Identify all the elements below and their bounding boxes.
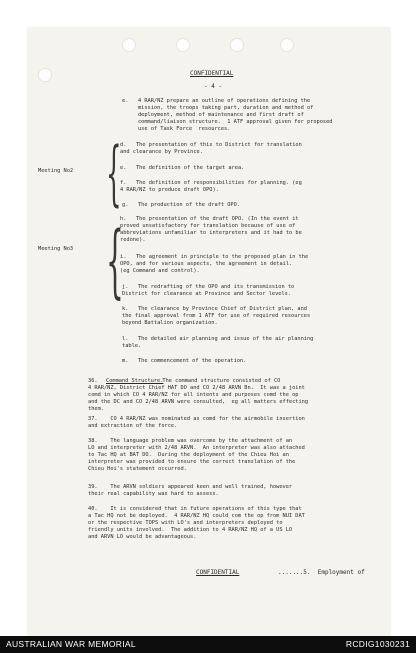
para-40: 40. It is considered that in future operations of this type that a Tac HQ not be deployed. 4 RAR/NZ HQ could com the op from NUI DAT or the respective TOPS with LO's and interpreters deployed to friendly units involved. The addition to 4 RAR/NZ HQ of a US LO and ARVN LO would be advantageous.: [88, 506, 305, 541]
meeting-3-label: Meeting No3: [38, 246, 74, 252]
para-39: 39. The ARVN soldiers appeared keen and well trained, however their real capability was hard to assess.: [88, 484, 293, 498]
archive-name: AUSTRALIAN WAR MEMORIAL: [6, 639, 136, 649]
para-38: 38. The language problem was overcome by the attachment of an LO and interpreter with 2/48 ARVN. An interpreter was also attached to Tac HQ at BAT DO. During the deployment of the Chieu Hoi an interpreter was provided to ensure the correct translation of the Chieu Hoi's statement occurred.: [88, 438, 305, 473]
item-e: e. 4 RAR/NZ prepare an outline of operations defining the mission, the troops taking part, duration and method of deployment, method of maintenance and first draft of command/liaison structure. 1 ATF approval given for proposed use of Task Force resources.: [122, 98, 333, 133]
punch-hole: [122, 38, 136, 52]
meeting-2-label: Meeting No2: [38, 168, 74, 174]
item-i: i. The agreement in principle to the proposed plan in the OPO, and for various aspects, the agreement in detail. (eg Command and control).: [120, 254, 309, 275]
classification-footer: CONFIDENTIAL: [196, 569, 240, 576]
para-37: 37. CO 4 RAR/NZ was nominated as comd for the airmobile insertion and extraction of the force.: [88, 416, 305, 430]
meeting-3-brace: {: [106, 214, 124, 307]
para-36-first-line: The command structure consisted of CO: [156, 378, 281, 384]
item-l: l. The detailed air planning and issue of the air planning table.: [122, 336, 314, 350]
item-e2: e. The definition of the target area.: [120, 165, 245, 171]
item-h: h. The presentation of the draft OPO. (In the event it proved unsatisfactory for translation because of use of abbreviations unfamiliar to interpreters and it had to be redone).: [120, 216, 302, 244]
document-page: [28, 28, 390, 636]
item-k: k. The clearance by Province Chief of District plan, and the final approval from 1 ATF for use of required resources beyond Battalion organization.: [122, 306, 311, 327]
item-f: f. The definition of responsibilities for planning. (eg 4 RAR/NZ to produce draft OPO).: [120, 180, 302, 194]
continuation-note: .......5. Employment of: [278, 569, 365, 576]
record-id: RCDIG1030231: [345, 639, 410, 649]
para-36-number: 36.: [88, 378, 98, 384]
punch-hole: [38, 68, 52, 82]
punch-hole: [176, 38, 190, 52]
para-36-title: Command Structure.: [106, 378, 164, 384]
item-d: d. The presentation of this to District for translation and clearance by Province.: [120, 142, 302, 156]
item-g: g. The production of the draft OPO.: [122, 202, 240, 208]
archive-footer-bar: [0, 636, 416, 653]
para-36-body: 4 RAR/NZ, District Chief HAT DO and CO 2/48 ARVN Bn. It was a joint comd in which CO 4 RAR/NZ for all intents and purposes comd the op and the DC and CO 2/48 ARVN were consulted, eg all matters effecting them.: [88, 385, 309, 413]
meeting-2-brace: {: [106, 132, 122, 214]
item-m: m. The commencement of the operation.: [122, 358, 247, 364]
punch-hole: [280, 38, 294, 52]
item-j: j. The redrafting of the OPO and its transmission to District for clearance at Province and Sector levels.: [122, 284, 295, 298]
page-number: - 4 -: [204, 83, 223, 90]
punch-hole: [230, 38, 244, 52]
classification-header: CONFIDENTIAL: [190, 70, 234, 77]
